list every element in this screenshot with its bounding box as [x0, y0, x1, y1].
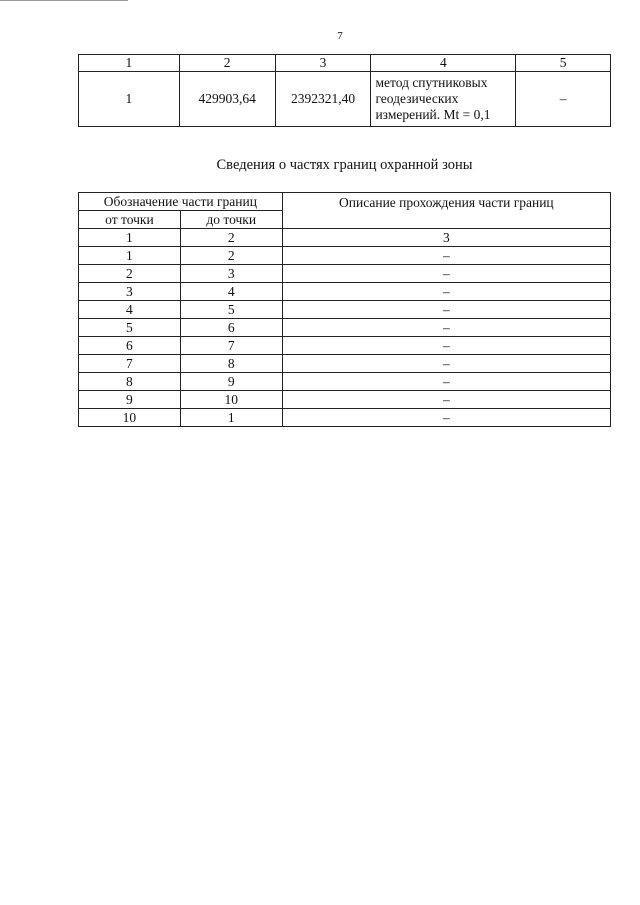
header-cell: 3 — [275, 55, 371, 72]
from-cell: 3 — [79, 283, 181, 301]
group-header: Обозначение части границ — [79, 193, 283, 211]
section-title: Сведения о частях границ охранной зоны — [216, 157, 473, 173]
to-cell: 8 — [180, 355, 282, 373]
to-cell: 4 — [180, 283, 282, 301]
method-line: геодезических — [375, 91, 459, 106]
method-description — [371, 72, 516, 127]
header-row — [79, 193, 611, 211]
table-row — [79, 319, 611, 337]
table-row — [79, 301, 611, 319]
to-cell: 5 — [180, 301, 282, 319]
method-line: метод спутниковых — [375, 75, 488, 90]
coordinate-y: 2392321,40 — [275, 72, 371, 127]
from-cell: 5 — [79, 319, 181, 337]
header-cell: 1 — [79, 55, 180, 72]
to-cell: 3 — [180, 265, 282, 283]
table-row — [79, 391, 611, 409]
description-cell: – — [282, 247, 610, 265]
from-cell: 2 — [79, 265, 181, 283]
table-row — [79, 72, 611, 127]
numbering-cell: 3 — [282, 229, 610, 247]
coordinate-x: 429903,64 — [179, 72, 275, 127]
from-cell: 8 — [79, 373, 181, 391]
to-cell: 1 — [180, 409, 282, 427]
header-row — [79, 55, 611, 72]
description-cell: – — [282, 265, 610, 283]
description-header: Описание прохождения части границ — [282, 193, 610, 229]
from-cell: 7 — [79, 355, 181, 373]
header-cell: 4 — [371, 55, 516, 72]
description-cell: – — [282, 337, 610, 355]
header-cell: 2 — [179, 55, 275, 72]
corner-rule — [0, 0, 128, 1]
to-cell: 6 — [180, 319, 282, 337]
to-cell: 2 — [180, 247, 282, 265]
description-cell: – — [282, 391, 610, 409]
header-cell: 5 — [516, 55, 611, 72]
description-cell: – — [282, 283, 610, 301]
to-cell: 7 — [180, 337, 282, 355]
to-cell: 9 — [180, 373, 282, 391]
point-number: 1 — [79, 72, 180, 127]
table-row — [79, 265, 611, 283]
description-cell: – — [282, 301, 610, 319]
table-row — [79, 409, 611, 427]
description-cell: – — [282, 409, 610, 427]
table-row — [79, 373, 611, 391]
table-row — [79, 355, 611, 373]
coordinates-table — [78, 54, 611, 127]
from-cell: 6 — [79, 337, 181, 355]
note-cell: – — [516, 72, 611, 127]
numbering-cell: 1 — [79, 229, 181, 247]
from-cell: 9 — [79, 391, 181, 409]
table-row — [79, 337, 611, 355]
description-cell: – — [282, 355, 610, 373]
table-row — [79, 283, 611, 301]
description-cell: – — [282, 373, 610, 391]
from-cell: 10 — [79, 409, 181, 427]
page-number: 7 — [337, 30, 343, 42]
from-cell: 4 — [79, 301, 181, 319]
description-cell: – — [282, 319, 610, 337]
numbering-row — [79, 229, 611, 247]
to-cell: 10 — [180, 391, 282, 409]
from-header: от точки — [79, 211, 181, 229]
table-row — [79, 247, 611, 265]
method-line: измерений. Mt = 0,1 — [375, 107, 491, 122]
boundary-parts-table — [78, 192, 611, 427]
numbering-cell: 2 — [180, 229, 282, 247]
from-cell: 1 — [79, 247, 181, 265]
to-header: до точки — [180, 211, 282, 229]
